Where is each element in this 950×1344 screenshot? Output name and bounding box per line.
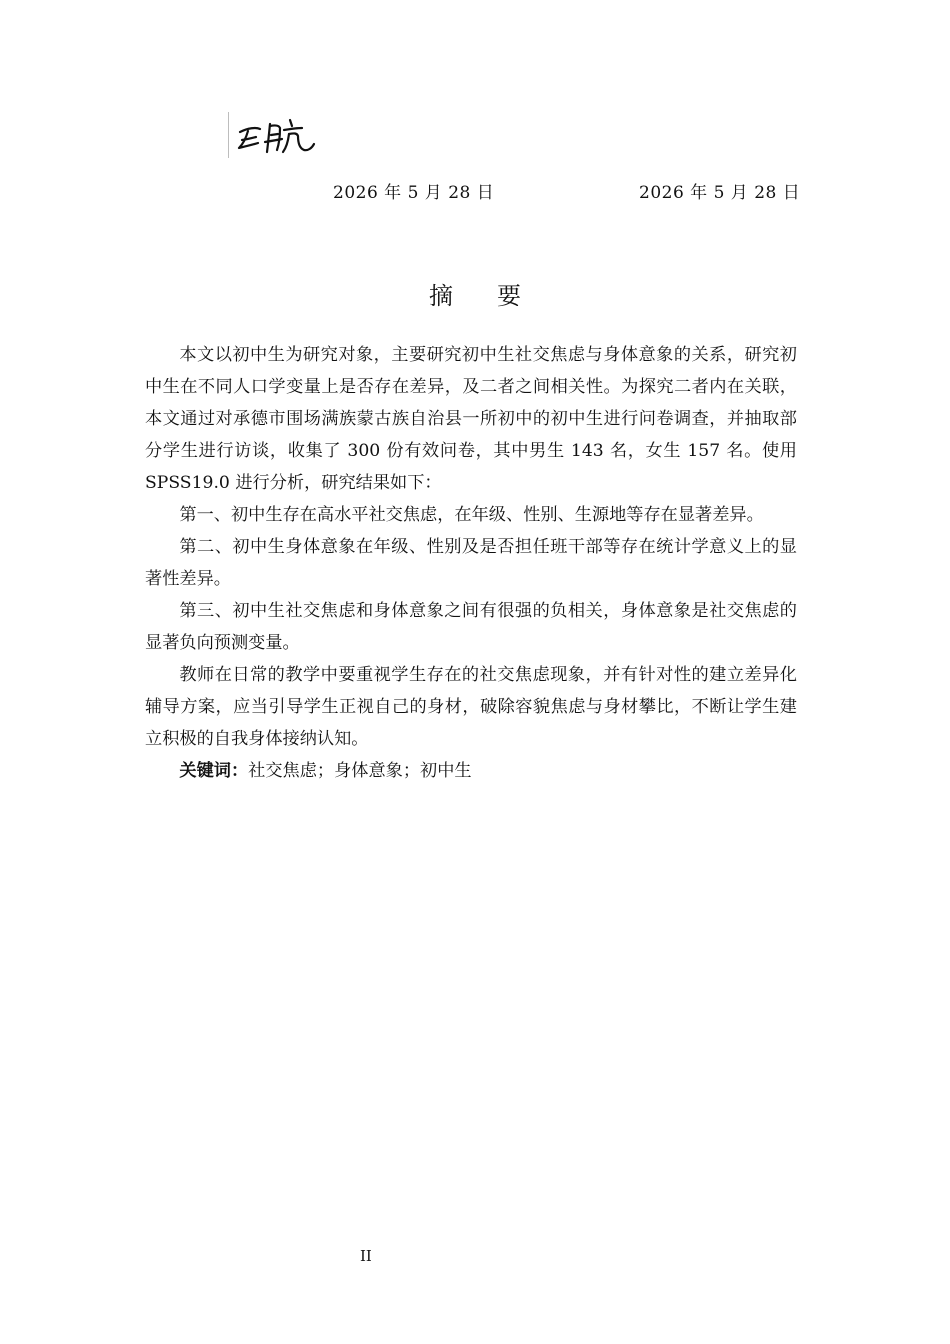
- signature-divider: [228, 112, 229, 158]
- abstract-paragraph: 本文以初中生为研究对象，主要研究初中生社交焦虑与身体意象的关系，研究初中生在不同人口学变量上是否存在差异，及二者之间相关性。为探究二者内在关联，本文通过对承德市围场满族蒙古族自治县一所初中的初中生进行问卷调查，并抽取部分学生进行访谈，收集了 300 份有效问卷，其中男生 143 名，女生 157 名。使用 SPSS19.0 进行分析，研究结果如下：: [145, 345, 797, 493]
- abstract-body: [145, 339, 797, 787]
- abstract-title: [0, 276, 950, 311]
- date-left: 2026 年 5 月 28 日: [333, 183, 495, 203]
- abstract-paragraph: 第二、初中生身体意象在年级、性别及是否担任班干部等存在统计学意义上的显著性差异。: [145, 537, 797, 589]
- keywords-label: 关键词：: [179, 761, 249, 781]
- abstract-title-char-2: 要: [497, 282, 521, 310]
- date-right: 2026 年 5 月 28 日: [639, 183, 801, 203]
- abstract-paragraph: 第一、初中生存在高水平社交焦虑，在年级、性别、生源地等存在显著差异。: [179, 505, 764, 525]
- abstract-paragraph: 第三、初中生社交焦虑和身体意象之间有很强的负相关，身体意象是社交焦虑的显著负向预测变量。: [145, 601, 797, 653]
- abstract-title-char-1: 摘: [429, 282, 453, 310]
- keywords-text: 社交焦虑；身体意象；初中生: [248, 761, 472, 781]
- keywords-line: [145, 755, 797, 787]
- page-number: II: [360, 1247, 372, 1265]
- handwritten-signature: [234, 110, 324, 160]
- abstract-paragraph: 教师在日常的教学中要重视学生存在的社交焦虑现象，并有针对性的建立差异化辅导方案，应当引导学生正视自己的身材，破除容貌焦虑与身材攀比，不断让学生建立积极的自我身体接纳认知。: [145, 665, 797, 749]
